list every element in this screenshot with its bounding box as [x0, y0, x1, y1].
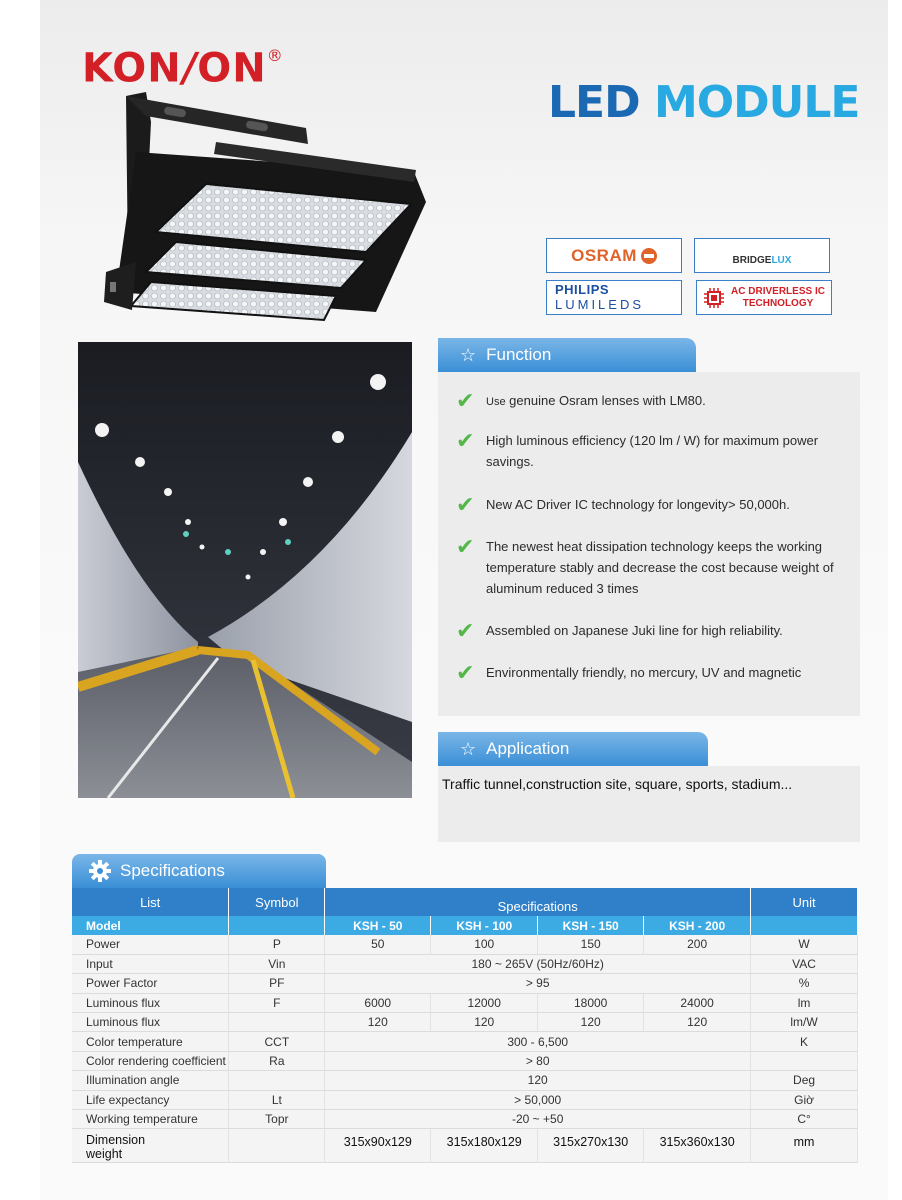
bridgelux-badge: [694, 238, 830, 273]
gear-icon: [88, 859, 112, 883]
model-row: [72, 916, 858, 935]
bridgelux-label: BRIDGELUX: [732, 255, 792, 266]
dimension-value: 315x90x129: [325, 1129, 431, 1163]
row-value: 120: [325, 1071, 751, 1090]
row-value: 120: [325, 1013, 431, 1032]
header-symbol: Symbol: [229, 888, 325, 916]
table-row: [72, 974, 858, 993]
header-unit: Unit: [751, 888, 858, 916]
osram-badge: [546, 238, 682, 273]
dimension-value: 315x180x129: [431, 1129, 538, 1163]
application-panel: [438, 766, 860, 842]
row-label: Luminous flux: [72, 993, 229, 1012]
tunnel-photo: [78, 342, 412, 798]
function-panel: [438, 372, 860, 716]
function-item: ✔ Use genuine Osram lenses with LM80.: [456, 388, 706, 413]
row-value: 100: [431, 935, 538, 954]
star-icon: ☆: [460, 738, 477, 759]
row-value: -20 ~ +50: [325, 1110, 751, 1129]
check-icon: ✔: [456, 534, 475, 559]
row-symbol: Ra: [229, 1051, 325, 1070]
row-symbol: [229, 1071, 325, 1090]
row-symbol: [229, 1013, 325, 1032]
row-value: 300 - 6,500: [325, 1032, 751, 1051]
row-label: Power: [72, 935, 229, 954]
row-label: Power Factor: [72, 974, 229, 993]
brand-logo: KON/ON®: [82, 45, 284, 92]
table-row: [72, 935, 858, 954]
dimension-value: 315x270x130: [538, 1129, 644, 1163]
ac-driverless-label: AC DRIVERLESS IC TECHNOLOGY: [731, 285, 825, 309]
row-unit: lm: [751, 993, 858, 1012]
row-label: Color rendering coefficient: [72, 1051, 229, 1070]
row-symbol: PF: [229, 974, 325, 993]
chip-icon: [703, 287, 725, 309]
function-item: ✔ High luminous efficiency (120 lm / W) for maximum power savings.: [456, 428, 819, 469]
row-value: 180 ~ 265V (50Hz/60Hz): [325, 954, 751, 973]
row-value: 200: [644, 935, 751, 954]
row-symbol: P: [229, 935, 325, 954]
dimension-row: [72, 1129, 858, 1163]
row-label: Input: [72, 954, 229, 973]
row-value: 12000: [431, 993, 538, 1012]
row-unit: VAC: [751, 954, 858, 973]
row-value: 24000: [644, 993, 751, 1012]
check-icon: ✔: [456, 618, 475, 643]
philips-lumileds-badge: [546, 280, 682, 315]
row-unit: C°: [751, 1110, 858, 1129]
row-symbol: Vin: [229, 954, 325, 973]
check-icon: ✔: [456, 660, 475, 685]
philips-label: PHILIPS: [555, 281, 610, 297]
lumileds-label: LUMILEDS: [555, 296, 645, 312]
star-icon: ☆: [460, 344, 477, 365]
row-symbol: CCT: [229, 1032, 325, 1051]
function-item: ✔ Assembled on Japanese Juki line for high reliability.: [456, 618, 783, 643]
function-item: ✔ Environmentally friendly, no mercury, UV and magnetic: [456, 660, 802, 685]
title-word-led: LED: [548, 77, 640, 128]
dimension-label: Dimension weight: [72, 1129, 229, 1163]
row-unit: %: [751, 974, 858, 993]
row-value: 18000: [538, 993, 644, 1012]
row-value: 120: [538, 1013, 644, 1032]
table-row: [72, 1090, 858, 1109]
model-ksh-150: KSH - 150: [538, 916, 644, 935]
row-symbol: Lt: [229, 1090, 325, 1109]
application-text: Traffic tunnel,construction site, square, sports, stadium...: [442, 776, 793, 792]
table-header-row: [72, 888, 858, 916]
row-value: 6000: [325, 993, 431, 1012]
specifications-table: [72, 888, 858, 1163]
table-row: [72, 954, 858, 973]
row-value: 120: [644, 1013, 751, 1032]
specifications-header: [72, 854, 326, 888]
specifications-heading: Specifications: [120, 861, 225, 880]
function-item: ✔ New AC Driver IC technology for longevity> 50,000h.: [456, 492, 790, 517]
row-unit: K: [751, 1032, 858, 1051]
model-label: Model: [72, 916, 229, 935]
row-unit: Deg: [751, 1071, 858, 1090]
row-value: > 50,000: [325, 1090, 751, 1109]
table-row: [72, 1071, 858, 1090]
row-value: > 80: [325, 1051, 751, 1070]
row-value: 150: [538, 935, 644, 954]
function-heading: Function: [486, 345, 552, 364]
check-icon: ✔: [456, 428, 475, 453]
table-row: [72, 1013, 858, 1032]
row-label: Life expectancy: [72, 1090, 229, 1109]
header-list: List: [72, 888, 229, 916]
row-value: 120: [431, 1013, 538, 1032]
page-title: [548, 76, 860, 130]
model-ksh-100: KSH - 100: [431, 916, 538, 935]
title-word-module: MODULE: [653, 77, 860, 128]
row-label: Color temperature: [72, 1032, 229, 1051]
row-label: Illumination angle: [72, 1071, 229, 1090]
ac-driverless-badge: [696, 280, 832, 315]
row-label: Luminous flux: [72, 1013, 229, 1032]
function-header: [438, 338, 696, 372]
application-heading: Application: [486, 739, 570, 758]
osram-logo-icon: [641, 248, 657, 264]
led-floodlight-image: [96, 92, 436, 332]
row-symbol: F: [229, 993, 325, 1012]
row-value: > 95: [325, 974, 751, 993]
row-label: Working temperature: [72, 1110, 229, 1129]
header-specifications: Specifications: [325, 888, 751, 916]
function-item: ✔ The newest heat dissipation technology keeps the working temperature stably and decrease the cost because weight of aluminum reduced 3 times: [456, 534, 834, 596]
table-row: [72, 1051, 858, 1070]
row-symbol: Topr: [229, 1110, 325, 1129]
model-ksh-50: KSH - 50: [325, 916, 431, 935]
check-icon: ✔: [456, 388, 475, 413]
row-unit: Giờ: [751, 1090, 858, 1109]
dimension-value: 315x360x130: [644, 1129, 751, 1163]
model-ksh-200: KSH - 200: [644, 916, 751, 935]
table-row: [72, 993, 858, 1012]
table-row: [72, 1032, 858, 1051]
row-unit: [751, 1051, 858, 1070]
row-unit: lm/W: [751, 1013, 858, 1032]
check-icon: ✔: [456, 492, 475, 517]
row-value: 50: [325, 935, 431, 954]
table-row: [72, 1110, 858, 1129]
application-header: [438, 732, 708, 766]
osram-label: OSRAM: [571, 245, 637, 265]
row-unit: W: [751, 935, 858, 954]
dimension-unit: mm: [751, 1129, 858, 1163]
